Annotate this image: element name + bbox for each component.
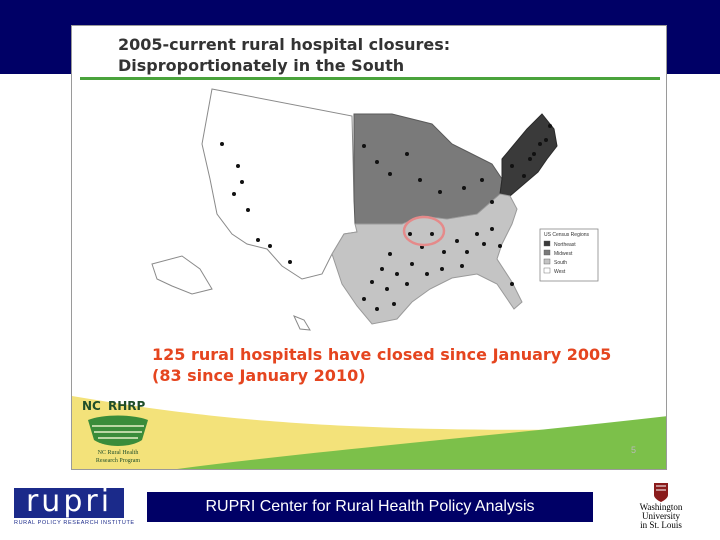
hawaii-shape (294, 316, 310, 330)
closure-dot (375, 160, 379, 164)
footer-center-title: RUPRI Center for Rural Health Policy Analysis (147, 492, 593, 522)
decorative-swoosh (72, 376, 667, 470)
closure-dot (388, 252, 392, 256)
closure-dot (375, 307, 379, 311)
closure-dot (220, 142, 224, 146)
closure-dot (498, 244, 502, 248)
closure-dot (440, 267, 444, 271)
closure-dot (288, 260, 292, 264)
closure-dot (405, 152, 409, 156)
slide-number: 5 (630, 445, 636, 455)
washington-university-wordmark (630, 503, 692, 530)
closure-dot (538, 142, 542, 146)
title-underline (80, 77, 660, 80)
alaska-shape (152, 256, 212, 294)
wu-line1: Washington (639, 502, 683, 512)
closure-dot (380, 267, 384, 271)
closure-dot (240, 180, 244, 184)
headline-line1: 125 rural hospitals have closed since January 2005 (152, 345, 612, 364)
closure-dot (462, 186, 466, 190)
wu-line3: in St. Louis (640, 520, 682, 530)
closure-dot (480, 178, 484, 182)
closure-dot (482, 242, 486, 246)
slide-title-line2: Disproportionately in the South (118, 56, 405, 75)
closure-dot (465, 250, 469, 254)
legend-item-south: South (554, 260, 568, 266)
closure-dot (490, 200, 494, 204)
legend-item-midwest: Midwest (554, 251, 573, 257)
closure-dot (442, 250, 446, 254)
legend-item-west: West (554, 269, 566, 275)
closure-dot (544, 138, 548, 142)
closure-dot (455, 239, 459, 243)
legend-item-northeast: Northeast (554, 242, 576, 248)
closure-dot (405, 282, 409, 286)
us-hospital-closure-map (72, 84, 667, 339)
legend-title: US Census Regions (544, 232, 590, 238)
closure-dot (418, 178, 422, 182)
rupri-logo-wordmark: rupri (25, 484, 113, 519)
closure-dot (246, 208, 250, 212)
closure-dot (490, 227, 494, 231)
closure-dot (430, 232, 434, 236)
closure-dot (522, 174, 526, 178)
closure-dot (392, 302, 396, 306)
closure-dot (548, 124, 552, 128)
svg-text:NC: NC (82, 399, 101, 413)
closure-dot (232, 192, 236, 196)
slide-image (71, 25, 667, 470)
closure-dot (532, 152, 536, 156)
svg-text:NC Rural Health: NC Rural Health (97, 450, 139, 456)
headline-line2: (83 since January 2010) (152, 366, 366, 385)
closure-dot (475, 232, 479, 236)
svg-text:RHRP: RHRP (108, 399, 146, 413)
closure-dot (236, 164, 240, 168)
svg-text:Research Program: Research Program (95, 458, 141, 464)
slide-title-line1: 2005-current rural hospital closures: (118, 35, 451, 54)
closure-dot (425, 272, 429, 276)
closure-dot (410, 262, 414, 266)
closure-dot (388, 172, 392, 176)
closure-dot (528, 157, 532, 161)
closure-dot (268, 244, 272, 248)
closure-dot (408, 232, 412, 236)
closure-dot (510, 282, 514, 286)
rupri-logo-subtitle: RURAL POLICY RESEARCH INSTITUTE (14, 520, 135, 526)
closure-dot (395, 272, 399, 276)
closure-dot (256, 238, 260, 242)
closure-dot (370, 280, 374, 284)
closure-dot (510, 164, 514, 168)
closure-dot (362, 297, 366, 301)
closure-dot (362, 144, 366, 148)
region-midwest (354, 114, 502, 224)
map-legend (540, 229, 598, 281)
closure-dot (385, 287, 389, 291)
wu-line2: University (642, 511, 680, 521)
slide-title (118, 34, 658, 76)
ncrhrp-logo (78, 396, 158, 468)
closure-dot (460, 264, 464, 268)
closure-dot (438, 190, 442, 194)
